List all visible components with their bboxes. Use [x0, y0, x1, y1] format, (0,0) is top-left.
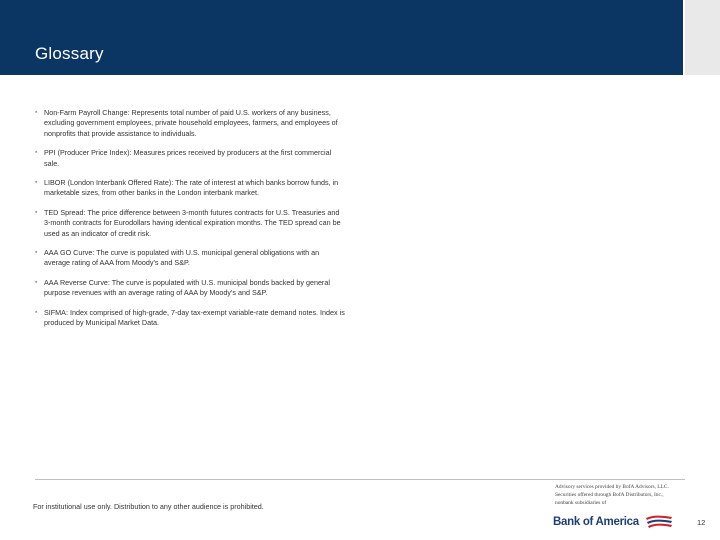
- glossary-item-text: LIBOR (London Interbank Offered Rate): The rate of interest at which banks borrow funds, in marketable sizes, from other banks in the London interbank market.: [44, 178, 339, 198]
- square-bullet-icon: ▪: [35, 149, 38, 157]
- glossary-item: [35, 108, 345, 139]
- footer-divider: [35, 479, 685, 480]
- glossary-item-text: Non-Farm Payroll Change: Represents total number of paid U.S. workers of any business, excluding government employees, private household employees, farmers, and employees of nonprofits that provide assistance to individuals.: [44, 108, 338, 138]
- header-side-panel: [685, 0, 720, 75]
- brand-name: Bank of America: [553, 516, 639, 528]
- glossary-item: [35, 178, 345, 199]
- square-bullet-icon: ▪: [35, 308, 38, 316]
- glossary-list: [35, 108, 345, 338]
- glossary-item: [35, 308, 345, 329]
- disclaimer-text: For institutional use only. Distribution to any other audience is prohibited.: [33, 502, 264, 511]
- square-bullet-icon: ▪: [35, 278, 38, 286]
- square-bullet-icon: ▪: [35, 249, 38, 257]
- square-bullet-icon: ▪: [35, 208, 38, 216]
- square-bullet-icon: ▪: [35, 109, 38, 116]
- advisory-line: Securities offered through BofA Distributors, Inc.,: [555, 492, 664, 498]
- glossary-item-text: PPI (Producer Price Index): Measures prices received by producers at the first commercial sale.: [44, 148, 332, 168]
- glossary-item: [35, 278, 345, 299]
- glossary-item-text: SIFMA: Index comprised of high-grade, 7-day tax-exempt variable-rate demand notes. Index is produced by Municipal Market Data.: [44, 307, 345, 328]
- bank-of-america-flag-icon: [644, 515, 674, 529]
- square-bullet-icon: ▪: [35, 179, 38, 187]
- glossary-item: [35, 248, 345, 269]
- page-title: Glossary: [35, 44, 104, 63]
- glossary-item-text: TED Spread: The price difference between 3-month futures contracts for U.S. Treasuries and 3-month contracts for Eurodollars having identical expiration months. The TED spread can be used as an indicator of credit risk.: [44, 207, 341, 238]
- advisory-notice: [555, 483, 695, 507]
- glossary-item: [35, 148, 345, 169]
- page-number: 12: [697, 518, 706, 527]
- brand-logo: [553, 513, 674, 531]
- glossary-item: [35, 208, 345, 239]
- header-band: [0, 0, 683, 75]
- glossary-item-text: AAA Reverse Curve: The curve is populated with U.S. municipal bonds backed by general purpose revenues with an average rating of AAA by Moody's and S&P.: [44, 277, 330, 298]
- advisory-line: Advisory services provided by BofA Advisors, LLC.: [555, 484, 669, 490]
- glossary-item-text: AAA GO Curve: The curve is populated with U.S. municipal general obligations with an average rating of AAA from Moody's and S&P.: [44, 248, 320, 268]
- advisory-line: nonbank subsidiaries of: [555, 500, 607, 506]
